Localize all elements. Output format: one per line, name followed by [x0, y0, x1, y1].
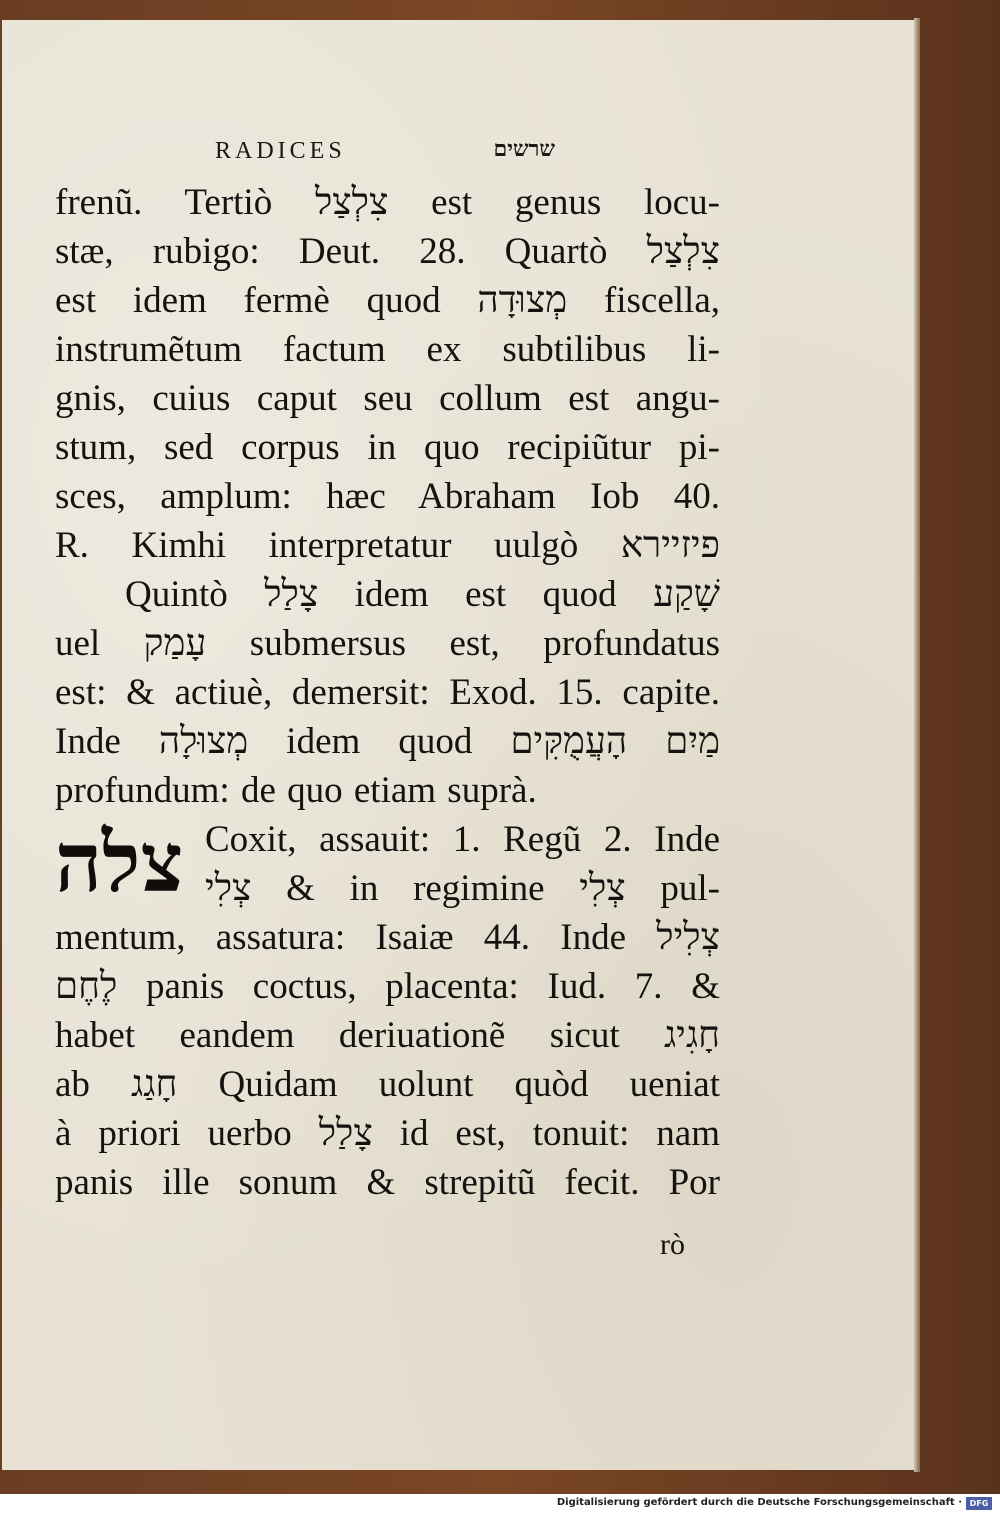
dfg-logo-icon: DFG: [966, 1497, 992, 1510]
running-head-latin: RADICES: [215, 138, 346, 164]
text-line: stæ, rubigo: Deut. 28. Quartò צִלְצַל: [55, 231, 720, 272]
catchword: rò: [660, 1228, 685, 1261]
running-head-hebrew: שרשים: [493, 136, 555, 162]
text-line: R. Kimhi interpretatur uulgò פיזיירא: [55, 525, 720, 566]
text-line: mentum, assatura: Isaiæ 44. Inde צְלִיל: [55, 917, 720, 958]
text-line: profundum: de quo etiam suprà.: [55, 770, 537, 811]
text-line: à priori uerbo צָלַל id est, tonuit: nam: [55, 1113, 721, 1154]
text-line: gnis, cuius caput seu collum est angu-: [55, 378, 720, 419]
text-line: instrumẽtum factum ex subtilibus li-: [55, 329, 720, 370]
text-line: panis ille sonum & strepitũ fecit. Por: [55, 1162, 720, 1203]
page-edge: [914, 18, 920, 1472]
text-line: sces, amplum: hæc Abraham Iob 40.: [55, 476, 720, 517]
body-text: [55, 178, 720, 1207]
text-line: לֶחֶם panis coctus, placenta: Iud. 7. &: [55, 966, 720, 1007]
text-line: Quintò צָלַל idem est quod שָׁקַע: [125, 574, 720, 615]
footer-bar: [0, 1494, 1000, 1514]
running-head: [215, 138, 555, 168]
text-line: stum, sed corpus in quo recipiũtur pi-: [55, 427, 720, 468]
hebrew-headword: צלה: [55, 815, 184, 911]
text-line: uel עָמַק submersus est, profundatus: [55, 623, 720, 664]
text-line: est idem fermè quod מְצוּדָה fiscella,: [55, 280, 721, 321]
text-line: habet eandem deriuationẽ sicut חָגִיג: [55, 1015, 720, 1056]
footer-credit: Digitalisierung gefördert durch die Deutsche Forschungsgemeinschaft ·: [556, 1497, 962, 1508]
text-line: ab חָגַג Quidam uolunt quòd ueniat: [55, 1064, 720, 1105]
text-line: frenũ. Tertiò צִלְצַל est genus locu-: [55, 182, 721, 223]
text-line: est: & actiuè, demersit: Exod. 15. capite.: [55, 672, 720, 713]
text-line: צְלִי & in regimine צְלִי pul-: [205, 868, 720, 909]
text-line: Inde מְצוּלָה idem quod מַיִם הָעֲמֻקִּים: [55, 721, 721, 762]
text-line: Coxit, assauit: 1. Regũ 2. Inde: [205, 819, 720, 860]
